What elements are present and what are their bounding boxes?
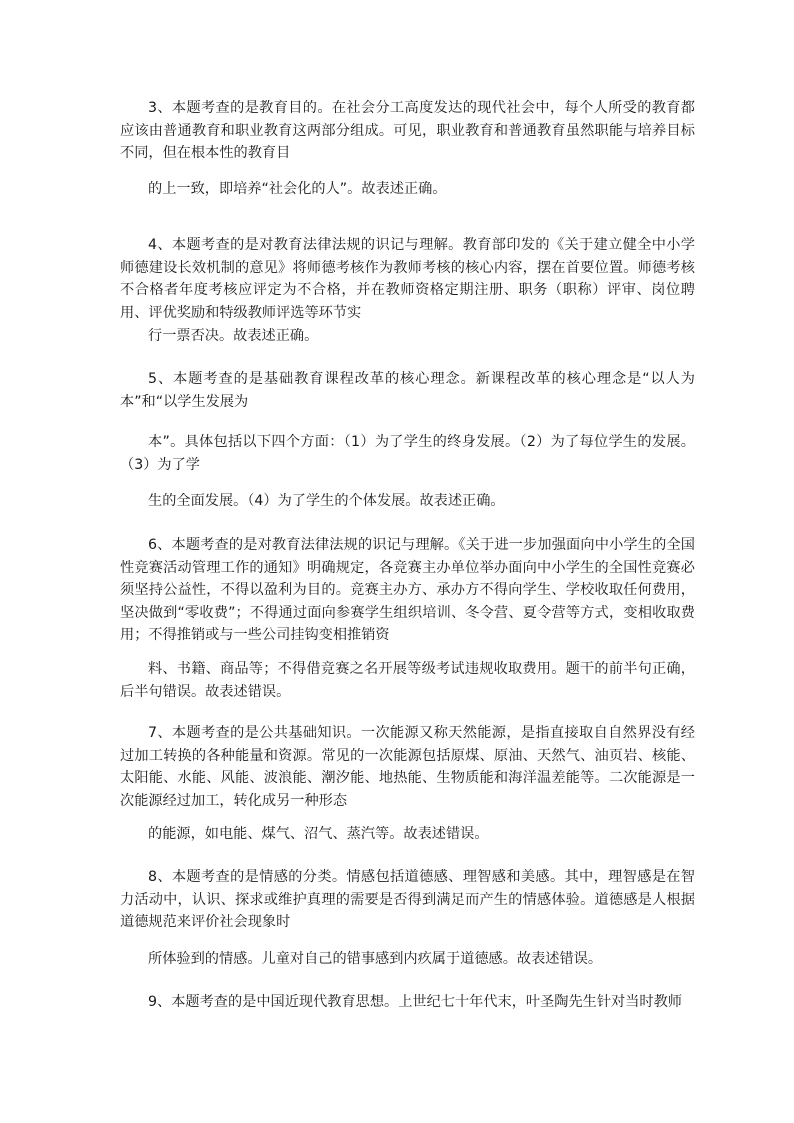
paragraph-answer-5-continued: 本”。具体包括以下四个方面：（1）为了学生的终身发展。（2）为了每位学生的发展。（3）为了学 xyxy=(120,434,695,473)
paragraph-answer-7: 7、本题考查的是公共基础知识。一次能源又称天然能源，是指直接取自自然界没有经过加工转换的各种能量和资源。常见的一次能源包括原煤、原油、天然气、油页岩、核能、太阳能、水能、风能、波浪能、潮汐能、地热能、生物质能和海洋温差能等。二次能源是一次能源经过加工，转化成另一种形态 xyxy=(120,725,695,809)
paragraph-answer-5: 5、本题考查的是基础教育课程改革的核心理念。新课程改革的核心理念是“以人为本”和“以学生发展为 xyxy=(120,371,695,410)
paragraph-answer-8-continued: 所体验到的情感。儿童对自己的错事感到内疚属于道德感。故表述错误。 xyxy=(148,951,603,967)
paragraph-answer-3: 3、本题考查的是教育目的。在社会分工高度发达的现代社会中，每个人所受的教育都应该由普通教育和职业教育这两部分组成。可见，职业教育和普通教育虽然职能与培养目标不同，但在根本性的教育目 xyxy=(120,100,695,162)
paragraph-answer-8: 8、本题考查的是情感的分类。情感包括道德感、理智感和美感。其中，理智感是在智力活动中，认识、探求或维护真理的需要是否得到满足而产生的情感体验。道德感是人根据道德规范来评价社会现象时 xyxy=(120,869,695,931)
paragraph-answer-4: 4、本题考查的是对教育法律法规的识记与理解。教育部印发的《关于建立健全中小学师德建设长效机制的意见》将师德考核作为教师考核的核心内容，摆在首要位置。师德考核不合格者年度考核应评定为不合格，并在教师资格定期注册、职务（职称）评审、岗位聘用、评优奖励和特级教师评选等环节实 xyxy=(120,237,695,321)
paragraph-answer-7-continued: 的能源，如电能、煤气、沼气、蒸汽等。故表述错误。 xyxy=(148,826,489,842)
paragraph-answer-3-continued: 的上一致，即培养“社会化的人”。故表述正确。 xyxy=(148,181,447,197)
paragraph-answer-9: 9、本题考查的是中国近现代教育思想。上世纪七十年代末，叶圣陶先生针对当时教师 xyxy=(148,994,682,1010)
paragraph-answer-6-continued: 料、书籍、商品等；不得借竞赛之名开展等级考试违规收取费用。题干的前半句正确，后半句错误。故表述错误。 xyxy=(120,661,695,700)
paragraph-answer-5-end: 生的全面发展。（4）为了学生的个体发展。故表述正确。 xyxy=(148,493,505,509)
paragraph-answer-6: 6、本题考查的是对教育法律法规的识记与理解。《关于进一步加强面向中小学生的全国性竞赛活动管理工作的通知》明确规定，各竞赛主办单位举办面向中小学生的全国性竞赛必须坚持公益性，不得以盈利为目的。竞赛主办方、承办方不得向学生、学校收取任何费用，坚决做到“零收费”；不得通过面向参赛学生组织培训、冬令营、夏令营等方式，变相收取费用；不得推销或与一些公司挂钩变相推销资 xyxy=(120,537,695,644)
paragraph-answer-4-continued: 行一票否决。故表述正确。 xyxy=(148,328,319,344)
